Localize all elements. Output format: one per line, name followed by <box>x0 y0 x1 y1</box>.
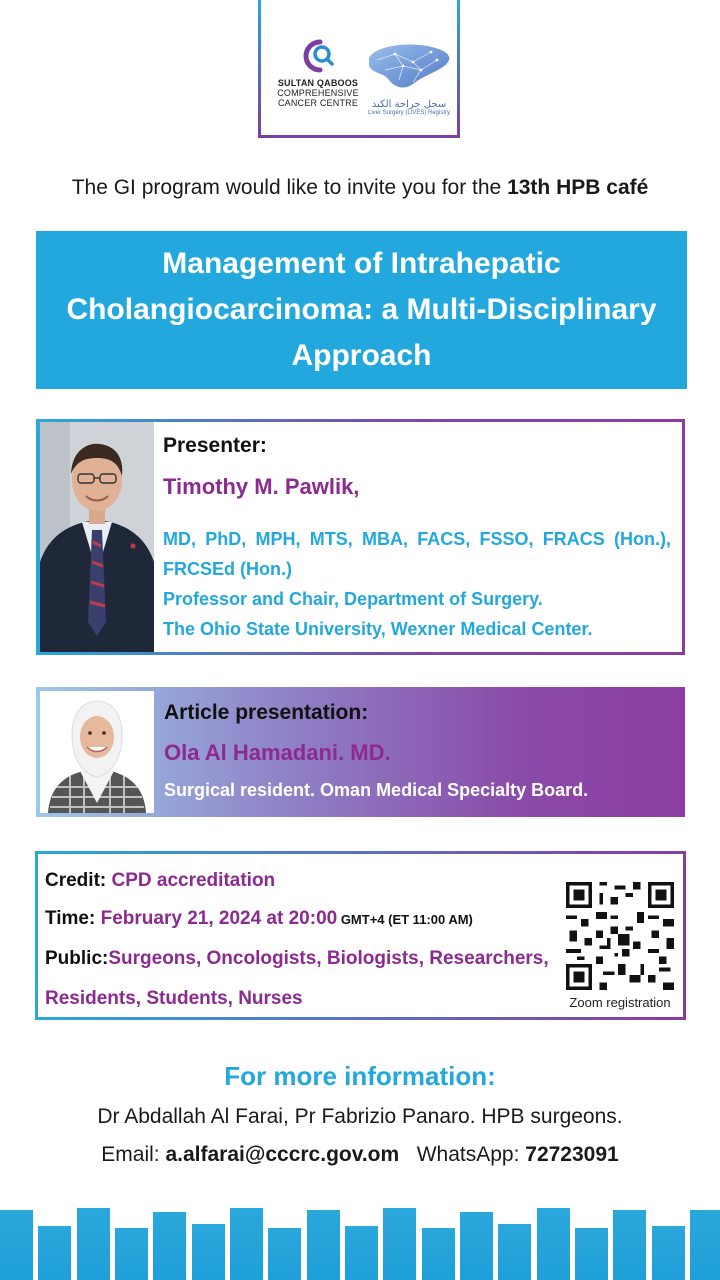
registry-arabic-name: سجل جراحة الكبد <box>371 99 447 110</box>
presenter-photo <box>40 422 154 652</box>
cancer-centre-logo <box>273 38 363 108</box>
whatsapp-label: WhatsApp: <box>416 1143 526 1166</box>
article-presenter-role: Surgical resident. Oman Medical Specialty Board. <box>164 780 589 800</box>
public-value-2: Residents, Students, Nurses <box>45 988 303 1009</box>
presenter-details <box>154 422 682 652</box>
time-value: February 21, 2024 at 20:00 <box>100 908 338 929</box>
cancer-centre-name-3: CANCER CENTRE <box>277 98 359 108</box>
cancer-centre-name-1: SULTAN QABOOS <box>277 78 359 88</box>
event-name: 13th HPB café <box>507 176 649 199</box>
public-line-2 <box>45 988 303 1010</box>
credit-value: CPD accreditation <box>111 870 276 891</box>
article-presenter-portrait-icon <box>40 691 154 813</box>
email-address[interactable]: a.alfarai@cccrc.gov.om <box>165 1143 400 1166</box>
title-banner <box>36 231 687 389</box>
presenter-institution: The Ohio State University, Wexner Medical Center. <box>163 619 593 639</box>
presenter-card <box>36 419 685 655</box>
event-details <box>35 851 686 1020</box>
logo-header <box>258 0 460 138</box>
invite-line <box>0 176 720 200</box>
presenter-credentials-block <box>163 524 671 644</box>
presenter-credentials: MD, PhD, MPH, MTS, MBA, FACS, FSSO, FRACS (Hon.), FRCSEd (Hon.) <box>163 529 671 579</box>
public-value-1: Surgeons, Oncologists, Biologists, Researchers, <box>108 948 549 969</box>
credit-label: Credit: <box>45 870 112 891</box>
email-label: Email: <box>101 1143 166 1166</box>
article-presenter-photo <box>40 691 154 813</box>
credit-line <box>45 870 275 892</box>
public-line <box>45 948 549 970</box>
article-heading: Article presentation: <box>164 701 369 724</box>
invite-prefix: The GI program would like to invite you for the <box>71 176 508 199</box>
more-info-heading: For more information: <box>224 1061 496 1091</box>
liver-icon <box>365 40 453 92</box>
zoom-registration-qr-icon[interactable] <box>566 882 674 990</box>
time-zone: GMT+4 (ET 11:00 AM) <box>337 912 473 927</box>
liver-registry-logo <box>363 40 455 116</box>
article-card <box>36 687 685 817</box>
qr-caption: Zoom registration <box>569 995 671 1010</box>
time-label: Time: <box>45 908 101 929</box>
article-presenter-name: Ola Al Hamadani. MD. <box>164 740 391 765</box>
cancer-centre-name-2: COMPREHENSIVE <box>277 88 359 98</box>
public-label: Public: <box>45 948 109 969</box>
time-line <box>45 908 473 930</box>
presenter-portrait-icon <box>40 422 154 652</box>
registry-english-name: Liver Surgery (LIVES) Registry <box>367 110 451 116</box>
presenter-position: Professor and Chair, Department of Surgery. <box>163 589 543 609</box>
session-title: Management of Intrahepatic Cholangiocarcinoma: a Multi-Disciplinary Approach <box>66 247 657 372</box>
contact-people: Dr Abdallah Al Farai, Pr Fabrizio Panaro. HPB surgeons. <box>97 1105 623 1128</box>
whatsapp-number[interactable]: 72723091 <box>525 1143 619 1166</box>
contact-line <box>0 1143 720 1167</box>
presenter-name: Timothy M. Pawlik, <box>163 474 360 499</box>
decorative-bars <box>0 1190 720 1280</box>
presenter-heading: Presenter: <box>163 434 267 457</box>
cancer-centre-mark-icon <box>296 38 340 74</box>
